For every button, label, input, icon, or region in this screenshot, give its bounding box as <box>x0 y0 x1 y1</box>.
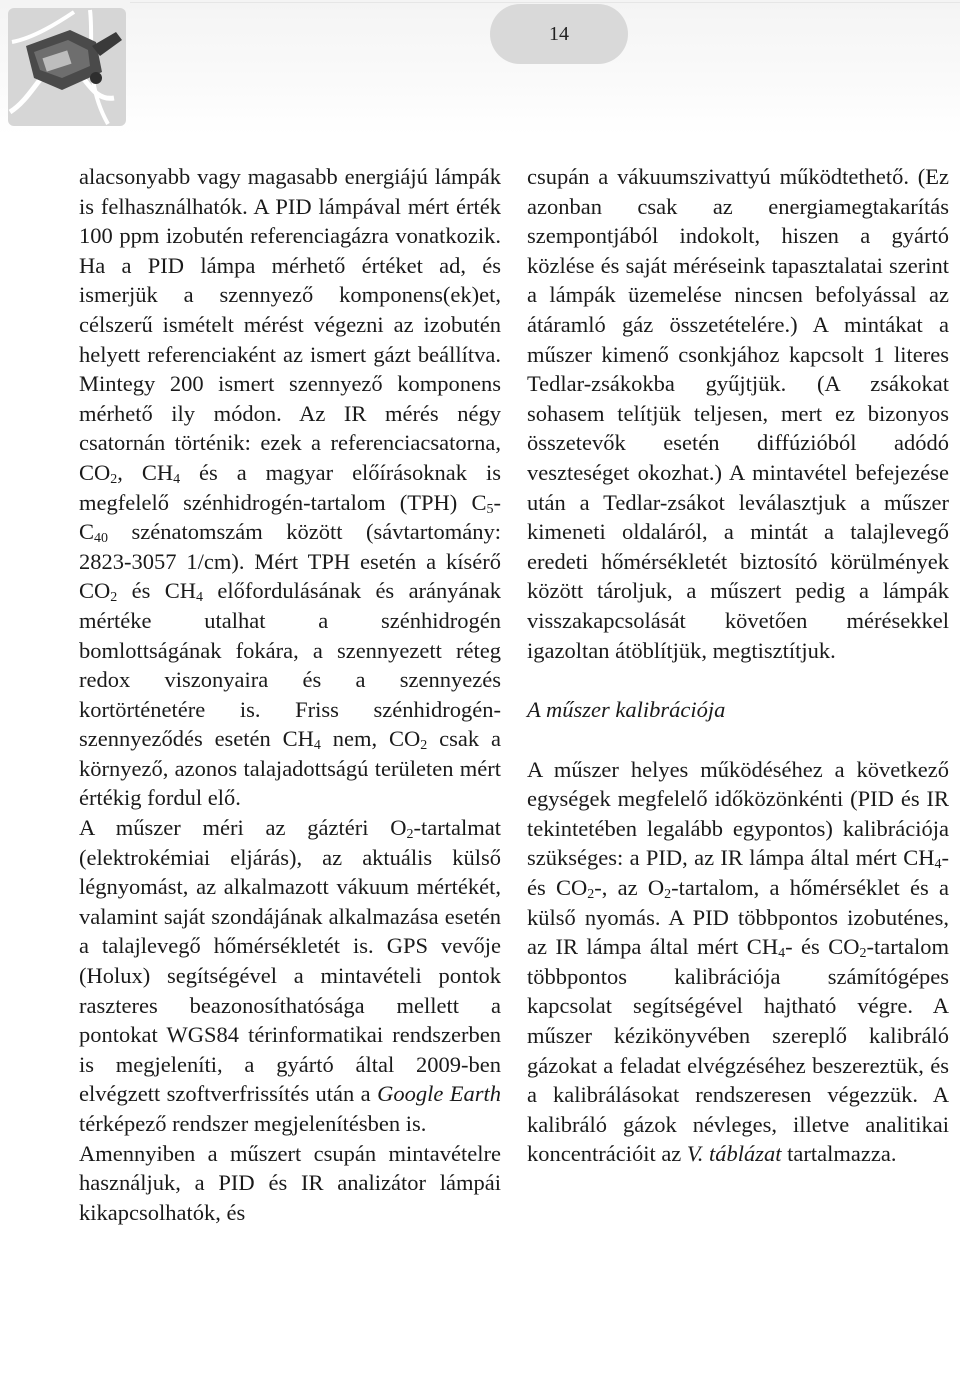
page-number: 14 <box>490 4 628 64</box>
right-paragraph-1: csupán a vákuumszivattyú működtethető. (Ez azonban csak az energiamegtakarítás szempontjából indokolt, hiszen a gyártó közlése és saját méréseink tapasztalatai szerint a lámpák üzemelése nincsen befolyással az átáramló gáz összetételére.) A mintákat a műszer kimenő csonkjához kapcsolt 1 literes Tedlar-zsákokba gyűjtjük. (A zsákokat sohasem telítjük teljesen, mert ez bizonyos összetevők esetén diffúzióból adódó veszteséget okozhat.) A mintavétel befejezése után a Tedlar-zsákot leválasztjuk a műszer kimeneti oldaláról, a mintát a talajlevegő eredeti hőmérsékletét biztosító körülmények között tároljuk, a műszert pedig a lámpák visszakapcsolását követően mérésekkel igazoltan átöblítjük, megtisztítjuk. <box>527 164 949 663</box>
left-column <box>79 162 501 1227</box>
instrument-logo-icon <box>4 2 132 130</box>
left-paragraph-1: alacsonyabb vagy magasabb energiájú lámpák is felhasználhatók. A PID lámpával mért érték 100 ppm izobutén referenciagázra vonatkozik. Ha a PID lámpa mérhető értéket ad, és ismerjük a szennyező komponens(ek)et, célszerű ismételt mérést végezni az izobutén helyett referenciaként az ismert gázt beállítva. Mintegy 200 ismert szennyező komponens mérhető ily módon. Az IR mérés négy csatornán történik: ezek a referenciacsatorna, $CO_2$, $CH_4$ és a magyar előírásoknak is megfelelő szénhidrogén-tartalom (TPH) $C_5-C_{40}$ szénatomszám között (sávtartomány: 2823-3057 1/cm). Mért TPH esetén a kísérő $CO_2$ és $CH_4$ előfordulásának és arányának mértéke utalhat a szénhidrogén bomlottságának fokára, a szennyezett réteg redox viszonyaira és a szennyezés kortörténetére is. Friss szénhidrogén-szennyeződés esetén $CH_4$ nem, $CO_2$ csak a környező, azonos talajadottságú területen mért értékig fordul elő. <box>79 164 502 811</box>
page-header <box>0 0 960 135</box>
header-rule <box>130 2 960 3</box>
left-paragraph-3: Amennyiben a műszert csupán mintavételre használjuk, a PID és IR analizátor lámpái kikapcsolhatók, és <box>79 1140 501 1225</box>
spacer <box>527 725 949 755</box>
left-paragraph-2: A műszer méri az gáztéri $O_2$-tartalmat (elektrokémiai eljárás), az aktuális külső légnyomást, az alkalmazott vákuum mértékét, valamint saját szondájának alkalmazása esetén a talajlevegő hőmérsékletét is. GPS vevője (Holux) segítségével a mintavételi pontok raszteres beazonosíthatósága mellett a pontokat WGS84 térinformatikai rendszerben is megjeleníti, a gyártó által 2009-ben elvégzett szoftverfrissítés után a Google Earth térképező rendszer megjelenítésben is. <box>79 815 501 1136</box>
right-paragraph-2: A műszer helyes működéséhez a következő egységek megfelelő időközönkénti (PID és IR tekintetében legalább egypontos) kalibrációja szükséges: a PID, az IR lámpa által mért $CH_4-$ és $CO_2-$, az $O_2$-tartalom, a hőmérséklet és a külső nyomás. A PID többpontos izobuténes, az IR lámpa által mért $CH_4-$ és $CO_2$-tartalom többpontos kalibrációja számítógépes kapcsolat segítségével hajtható végre. A műszer kézikönyvében szereplő kalibráló gázokat a feladat elvégzéséhez beszereztük, és a kalibrálásokat rendszeresen végezzük. A kalibráló gázok névleges, illetve analitikai koncentrációit az V. táblázat tartalmazza. <box>527 756 950 1167</box>
section-heading: A műszer kalibrációja <box>527 697 726 723</box>
right-column <box>527 162 949 1169</box>
spacer <box>527 665 949 695</box>
